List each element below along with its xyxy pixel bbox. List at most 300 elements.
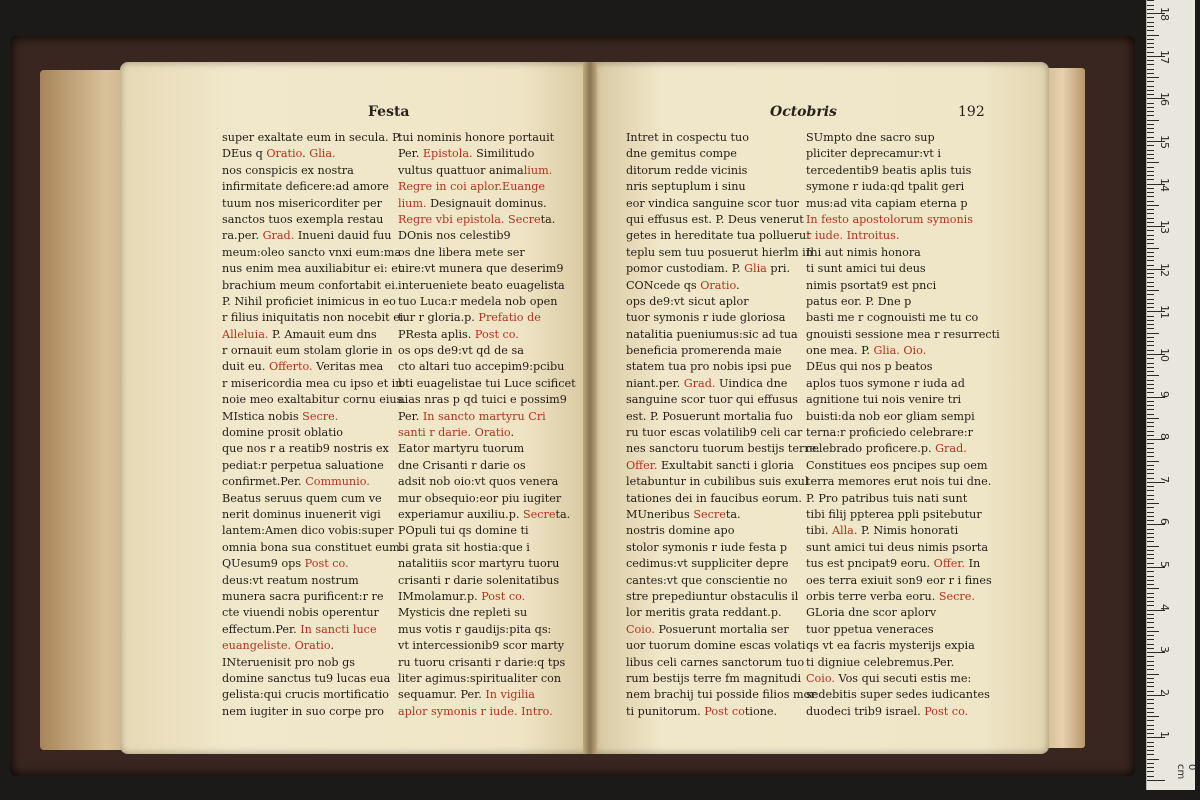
- text-line: buisti:da nob eor gliam sempi: [806, 409, 975, 423]
- text-line: ti digniue celebremus.Per.: [806, 655, 955, 669]
- text-line: tibi. Alla. P. Nimis honorati: [806, 524, 959, 538]
- text-line: aias nras p qd tuici e possim9: [398, 393, 567, 407]
- text-line: terra memores erut nois tui dne.: [806, 475, 992, 489]
- ruler-tick: [1147, 256, 1154, 257]
- ruler-tick: [1147, 175, 1154, 176]
- text-line: symone r iuda:qd tpalit geri: [806, 180, 965, 194]
- text-line: nem iugiter in suo corpe pro: [222, 704, 385, 718]
- ruler-tick: [1147, 520, 1154, 521]
- ruler-tick: [1147, 729, 1154, 730]
- text-line: tus est pncipat9 eoru. Offer. In: [806, 557, 981, 571]
- right-page-column-1: [626, 130, 820, 720]
- ruler-tick: [1147, 776, 1154, 777]
- ruler-tick: [1147, 290, 1159, 291]
- ruler-number: 7: [1158, 475, 1171, 483]
- text-line: sunt amici tui deus nimis psorta: [806, 540, 988, 554]
- text-line: noie meo exaltabitur cornu eius.: [222, 393, 406, 407]
- left-page-column-1: [222, 130, 407, 720]
- ruler-tick: [1147, 648, 1154, 649]
- ruler-unit-label: 0 cm: [1175, 764, 1197, 780]
- text-line: r misericordia mea cu ipso et in: [222, 376, 403, 390]
- ruler-tick: [1147, 363, 1154, 364]
- text-line: nem brachij tui posside filios mor: [626, 688, 816, 702]
- ruler-tick: [1147, 367, 1154, 368]
- ruler-tick: [1147, 593, 1154, 594]
- ruler-number: 14: [1158, 177, 1171, 192]
- ruler-tick: [1147, 47, 1154, 48]
- text-line: terna:r proficiedo celebrare:r: [806, 426, 973, 440]
- text-line: MUneribus Secreta.: [626, 507, 741, 521]
- text-line: pediat:r perpetua saluatione: [222, 458, 384, 472]
- ruler-tick: [1147, 303, 1154, 304]
- text-line: ti sunt amici tui deus: [806, 262, 926, 276]
- ruler-tick: [1147, 69, 1154, 70]
- ruler-tick: [1147, 213, 1154, 214]
- text-line: natalitiis scor martyru tuoru: [398, 557, 560, 571]
- ruler-tick: [1147, 358, 1154, 359]
- ruler-tick: [1147, 107, 1154, 108]
- ruler-tick: [1147, 286, 1154, 287]
- text-line: mus votis r gaudijs:pita qs:: [398, 622, 552, 636]
- text-line: experiamur auxiliu.p. Secreta.: [398, 507, 571, 521]
- text-line: mus:ad vita capiam eterna p: [806, 196, 968, 210]
- ruler-tick: [1147, 529, 1154, 530]
- ruler-number: 4: [1158, 603, 1171, 611]
- text-line: ru tuoru crisanti r darie:q tps: [398, 655, 566, 669]
- ruler-tick: [1147, 754, 1154, 755]
- text-line: POpuli tui qs domine ti: [398, 524, 529, 538]
- ruler-tick: [1147, 345, 1154, 346]
- text-line: DEus qui nos p beatos: [806, 360, 933, 374]
- text-line: DEus q Oratio. Glia.: [222, 147, 336, 161]
- left-page-column-2: [398, 130, 576, 720]
- text-line: lor meritis grata reddant.p.: [626, 606, 782, 620]
- ruler-tick: [1147, 473, 1154, 474]
- ruler-number: 9: [1158, 390, 1171, 398]
- ruler-tick: [1147, 661, 1154, 662]
- ruler-tick: [1147, 720, 1154, 721]
- ruler-tick: [1147, 533, 1154, 534]
- text-line: pliciter deprecamur:vt i: [806, 147, 941, 161]
- text-line: patus eor. P. Dne p: [806, 294, 912, 308]
- ruler-tick: [1147, 9, 1154, 10]
- ruler-tick: [1147, 537, 1154, 538]
- ruler-tick: [1147, 478, 1154, 479]
- text-line: Per. In sancto martyru Cri: [398, 409, 546, 423]
- text-line: sanctos tuos exempla restau: [222, 212, 384, 226]
- text-line: confirmet.Per. Communio.: [222, 475, 370, 489]
- ruler-tick: [1147, 746, 1154, 747]
- ruler-tick: [1147, 486, 1154, 487]
- text-line: celebrado proficere.p. Grad.: [806, 442, 967, 456]
- ruler-tick: [1147, 431, 1154, 432]
- text-line: bi grata sit hostia:que i: [398, 540, 530, 554]
- text-line: stolor symonis r iude festa p: [626, 540, 788, 554]
- text-line: Beatus seruus quem cum ve: [222, 491, 382, 505]
- text-line: Coio. Vos qui secuti estis me:: [806, 671, 972, 685]
- text-line: mur obsequio:eor piu iugiter: [398, 491, 562, 505]
- text-line: eor vindica sanguine scor tuor: [626, 196, 799, 210]
- text-line: Eator martyru tuorum: [398, 442, 525, 456]
- ruler-tick: [1147, 469, 1154, 470]
- ruler-tick: [1147, 94, 1154, 95]
- text-line: qui effusus est. P. Deus venerut: [626, 212, 804, 226]
- ruler-number: 13: [1158, 220, 1171, 235]
- text-line: nos conspicis ex nostra: [222, 163, 354, 177]
- ruler-tick: [1147, 576, 1154, 577]
- ruler-tick: [1147, 124, 1154, 125]
- ruler-tick: [1147, 77, 1159, 78]
- ruler-tick: [1147, 64, 1154, 65]
- text-line: agnitione tui nois venire tri: [806, 393, 962, 407]
- ruler-tick: [1147, 154, 1154, 155]
- ruler-tick: [1147, 162, 1159, 163]
- ruler-tick: [1147, 188, 1154, 189]
- ruler-tick: [1147, 516, 1154, 517]
- ruler-tick: [1147, 103, 1154, 104]
- text-line: omnia bona sua constituet eum.: [222, 540, 404, 554]
- text-line: vt intercessionib9 scor marty: [398, 639, 565, 653]
- ruler-number: 18: [1158, 7, 1171, 22]
- ruler-tick: [1147, 375, 1159, 376]
- text-line: r ornauit eum stolam glorie in: [222, 344, 393, 358]
- ruler-tick: [1147, 205, 1159, 206]
- text-line: duit eu. Offerto. Veritas mea: [222, 360, 384, 374]
- text-line: tuor ppetua veneraces: [806, 622, 934, 636]
- ruler-tick: [1147, 456, 1154, 457]
- ruler-tick: [1147, 563, 1154, 564]
- text-line: dne Crisanti r darie os: [398, 458, 526, 472]
- text-line: QUesum9 ops Post co.: [222, 557, 349, 571]
- text-line: Regre vbi epistola. Secreta.: [398, 212, 556, 226]
- text-line: ditorum redde vicinis: [626, 163, 748, 177]
- ruler-tick: [1147, 333, 1159, 334]
- ruler-tick: [1147, 316, 1154, 317]
- ruler-tick: [1147, 512, 1154, 513]
- ruler-tick: [1147, 307, 1154, 308]
- right-page-column-2: [806, 130, 1000, 720]
- text-line: sedebitis super sedes iudicantes: [806, 688, 990, 702]
- text-line: os dne libera mete ser: [398, 245, 525, 259]
- ruler-tick: [1147, 22, 1154, 23]
- text-line: Coio. Posuerunt mortalia ser: [626, 622, 789, 636]
- ruler-tick: [1147, 546, 1159, 547]
- text-line: euangeliste. Oratio.: [222, 639, 334, 653]
- text-line: aplor symonis r iude. Intro.: [398, 704, 553, 718]
- text-line: Regre in coi aplor.Euange: [398, 180, 546, 194]
- ruler-number: 8: [1158, 433, 1171, 441]
- ruler-tick: [1147, 682, 1154, 683]
- text-line: uire:vt munera que deserim9: [398, 262, 564, 276]
- ruler-tick: [1147, 503, 1159, 504]
- ruler-tick: [1147, 243, 1154, 244]
- text-line: tuor symonis r iude gloriosa: [626, 311, 786, 325]
- text-line: cantes:vt que conscientie no: [626, 573, 788, 587]
- ruler-tick: [1147, 605, 1154, 606]
- text-line: Offer. Exultabit sancti i gloria: [626, 458, 794, 472]
- ruler-tick: [1147, 341, 1154, 342]
- ruler-tick: [1147, 320, 1154, 321]
- ruler-tick: [1147, 725, 1154, 726]
- ruler-tick: [1147, 597, 1154, 598]
- ruler-tick: [1147, 265, 1154, 266]
- ruler-tick: [1147, 461, 1159, 462]
- text-line: pomor custodiam. P. Glia pri.: [626, 262, 791, 276]
- text-line: deus:vt reatum nostrum: [222, 573, 359, 587]
- text-line: nerit dominus inuenerit vigi: [222, 507, 381, 521]
- text-line: letabuntur in cubilibus suis exul: [626, 475, 809, 489]
- ruler-tick: [1147, 601, 1154, 602]
- ruler-tick: [1147, 414, 1154, 415]
- ruler-tick: [1147, 115, 1154, 116]
- ruler-tick: [1147, 708, 1154, 709]
- ruler-tick: [1147, 507, 1154, 508]
- ruler-tick: [1147, 192, 1154, 193]
- text-line: P. Pro patribus tuis nati sunt: [806, 491, 968, 505]
- text-line: aplos tuos symone r iuda ad: [806, 376, 965, 390]
- ruler-tick: [1147, 691, 1154, 692]
- ruler-tick: [1147, 495, 1154, 496]
- ruler-tick: [1147, 145, 1154, 146]
- text-line: tibi filij ppterea ppli psitebutur: [806, 507, 982, 521]
- ruler-tick: [1147, 201, 1154, 202]
- text-line: gelista:qui crucis mortificatio: [222, 688, 390, 702]
- ruler-tick: [1147, 639, 1154, 640]
- text-line: rum bestijs terre fm magnitudi: [626, 671, 802, 685]
- ruler-tick: [1147, 17, 1154, 18]
- ruler-tick: [1147, 443, 1154, 444]
- ruler-tick: [1147, 656, 1154, 657]
- ruler-tick: [1147, 132, 1154, 133]
- text-line: nes sanctoru tuorum bestijs terre.: [626, 442, 820, 456]
- ruler-tick: [1147, 60, 1154, 61]
- measuring-ruler: [1146, 0, 1195, 790]
- text-line: libus celi carnes sanctorum tuo: [626, 655, 805, 669]
- text-line: r iude. Introitus.: [806, 229, 900, 243]
- text-line: r filius iniquitatis non nocebit ei.: [222, 311, 407, 325]
- ruler-tick: [1147, 73, 1154, 74]
- ruler-number: 10: [1158, 348, 1171, 362]
- text-line: qs vt ea facris mysterijs expia: [806, 639, 975, 653]
- text-line: ti punitorum. Post cotione.: [626, 704, 778, 718]
- ruler-tick: [1147, 328, 1154, 329]
- text-line: brachium meum confortabit ei.: [222, 278, 399, 292]
- ruler-number: 11: [1158, 305, 1171, 320]
- text-line: Ihi aut nimis honora: [806, 245, 921, 259]
- ruler-number: 16: [1158, 92, 1171, 107]
- ruler-tick: [1147, 239, 1154, 240]
- ruler-tick: [1147, 384, 1154, 385]
- ruler-tick: [1147, 627, 1154, 628]
- ruler-number: 17: [1158, 49, 1171, 64]
- ruler-tick: [1147, 277, 1154, 278]
- text-line: one mea. P. Glia. Oio.: [806, 344, 927, 358]
- text-line: lantem:Amen dico vobis:super: [222, 524, 394, 538]
- ruler-tick: [1147, 558, 1154, 559]
- text-line: domine sanctus tu9 lucas eua: [222, 671, 391, 685]
- ruler-tick: [1147, 209, 1154, 210]
- text-line: teplu sem tuu posuerut hierlm in: [626, 245, 813, 259]
- ruler-number: 5: [1158, 561, 1171, 568]
- ruler-tick: [1147, 273, 1154, 274]
- text-line: In festo apostolorum symonis: [806, 212, 973, 226]
- ruler-tick: [1147, 86, 1154, 87]
- ruler-tick: [1147, 763, 1154, 764]
- text-line: lium. Designauit dominus.: [398, 196, 547, 210]
- ruler-tick: [1147, 380, 1154, 381]
- ruler-tick: [1147, 759, 1159, 760]
- ruler-tick: [1147, 299, 1154, 300]
- text-line: INteruenisit pro nob gs: [222, 655, 356, 669]
- ruler-tick: [1147, 426, 1154, 427]
- ruler-tick: [1147, 490, 1154, 491]
- text-line: nris septuplum i sinu: [626, 180, 746, 194]
- ruler-tick: [1147, 120, 1159, 121]
- text-line: munera sacra purificent:r re: [222, 589, 384, 603]
- ruler-tick: [1147, 392, 1154, 393]
- text-line: liter agimus:spiritualiter con: [398, 671, 562, 685]
- ruler-tick: [1147, 26, 1154, 27]
- text-line: que nos r a reatib9 nostris ex: [222, 442, 389, 456]
- ruler-tick: [1147, 780, 1165, 781]
- ruler-tick: [1147, 422, 1154, 423]
- text-line: adsit nob oio:vt quos venera: [398, 475, 559, 489]
- text-line: IMmolamur.p. Post co.: [398, 589, 526, 603]
- ruler-tick: [1147, 771, 1154, 772]
- ruler-tick: [1147, 90, 1154, 91]
- ruler-tick: [1147, 35, 1159, 36]
- ruler-tick: [1147, 52, 1154, 53]
- text-line: vultus quattuor animalium.: [398, 163, 553, 177]
- ruler-tick: [1147, 631, 1159, 632]
- ruler-tick: [1147, 699, 1154, 700]
- text-line: statem tua pro nobis ipsi pue: [626, 360, 792, 374]
- ruler-tick: [1147, 218, 1154, 219]
- ruler-tick: [1147, 409, 1154, 410]
- text-line: domine prosit oblatio: [222, 426, 344, 440]
- text-line: beneficia promerenda maie: [626, 344, 782, 358]
- text-line: tuum nos misericorditer per: [222, 196, 383, 210]
- text-line: nus enim mea auxiliabitur ei: et: [222, 262, 403, 276]
- text-line: Mysticis dne repleti su: [398, 606, 528, 620]
- ruler-tick: [1147, 179, 1154, 180]
- text-line: crisanti r darie solenitatibus: [398, 573, 560, 587]
- ruler-tick: [1147, 499, 1154, 500]
- text-line: bti euagelistae tui Luce scificet: [398, 376, 576, 390]
- ruler-tick: [1147, 30, 1154, 31]
- ruler-tick: [1147, 580, 1154, 581]
- text-line: ops de9:vt sicut aplor: [626, 294, 749, 308]
- text-line: basti me r cognouisti me tu co: [806, 311, 979, 325]
- ruler-tick: [1147, 222, 1154, 223]
- ruler-tick: [1147, 405, 1154, 406]
- ruler-tick: [1147, 235, 1154, 236]
- ruler-tick: [1147, 588, 1159, 589]
- text-line: infirmitate deficere:ad amore: [222, 180, 389, 194]
- ruler-tick: [1147, 635, 1154, 636]
- text-line: nostris domine apo: [626, 524, 735, 538]
- text-line: uor tuorum domine escas volati: [626, 639, 806, 653]
- text-line: PResta aplis. Post co.: [398, 327, 519, 341]
- ruler-tick: [1147, 158, 1154, 159]
- ruler-tick: [1147, 644, 1154, 645]
- text-line: getes in hereditate tua polluerut: [626, 229, 811, 243]
- ruler-tick: [1147, 39, 1154, 40]
- book-gutter: [583, 62, 597, 754]
- text-line: tationes dei in faucibus eorum.: [626, 491, 802, 505]
- text-line: santi r darie. Oratio.: [398, 426, 515, 440]
- ruler-tick: [1147, 128, 1154, 129]
- text-line: tuo Luca:r medela nob open: [398, 294, 558, 308]
- text-line: ra.per. Grad. Inueni dauid fuu: [222, 229, 392, 243]
- ruler-number: 6: [1158, 518, 1171, 526]
- ruler-tick: [1147, 448, 1154, 449]
- text-line: P. Nihil proficiet inimicus in eo: [222, 294, 396, 308]
- ruler-number: 1: [1158, 731, 1171, 739]
- ruler-tick: [1147, 678, 1154, 679]
- text-line: GLoria dne scor aplorv: [806, 606, 937, 620]
- text-line: orbis terre verba eoru. Secre.: [806, 589, 975, 603]
- ruler-tick: [1147, 554, 1154, 555]
- ruler-tick: [1147, 248, 1159, 249]
- right-running-head: Octobris: [770, 104, 837, 120]
- ruler-tick: [1147, 712, 1154, 713]
- text-line: natalitia pueniumus:sic ad tua: [626, 327, 798, 341]
- left-running-head: Festa: [368, 104, 410, 120]
- text-line: cte viuendi nobis operentur: [222, 606, 379, 620]
- text-line: tur r gloria.p. Prefatio de: [398, 311, 541, 325]
- text-line: super exaltate eum in secula. P.: [222, 131, 401, 144]
- ruler-tick: [1147, 294, 1154, 295]
- ruler-tick: [1147, 81, 1154, 82]
- text-line: duodeci trib9 israel. Post co.: [806, 704, 969, 718]
- text-line: ru tuor escas volatilib9 celi car: [626, 426, 803, 440]
- ruler-tick: [1147, 401, 1154, 402]
- ruler-tick: [1147, 0, 1154, 1]
- ruler-tick: [1147, 669, 1154, 670]
- text-line: SUmpto dne sacro sup: [806, 131, 935, 144]
- ruler-tick: [1147, 5, 1154, 6]
- text-line: Intret in cospectu tuo: [626, 131, 749, 144]
- text-line: est. P. Posuerunt mortalia fuo: [626, 409, 793, 423]
- folio-number: 192: [958, 104, 985, 120]
- text-line: niant.per. Grad. Uindica dne: [626, 376, 788, 390]
- ruler-number: 12: [1158, 262, 1171, 277]
- ruler-tick: [1147, 742, 1154, 743]
- text-line: tercedentib9 beatis aplis tuis: [806, 163, 972, 177]
- text-line: dne gemitus compe: [626, 147, 737, 161]
- ruler-tick: [1147, 541, 1154, 542]
- ruler-tick: [1147, 111, 1154, 112]
- ruler-tick: [1147, 337, 1154, 338]
- text-line: sanguine scor tuor qui effusus: [626, 393, 798, 407]
- text-line: sequamur. Per. In vigilia: [398, 688, 535, 702]
- text-line: nimis psortat9 est pnci: [806, 278, 937, 292]
- ruler-tick: [1147, 674, 1159, 675]
- ruler-tick: [1147, 230, 1154, 231]
- ruler-tick: [1147, 750, 1154, 751]
- ruler-tick: [1147, 260, 1154, 261]
- ruler-tick: [1147, 388, 1154, 389]
- ruler-tick: [1147, 435, 1154, 436]
- text-line: oes terra exiuit son9 eor r i fines: [806, 573, 992, 587]
- ruler-tick: [1147, 618, 1154, 619]
- ruler-tick: [1147, 665, 1154, 666]
- ruler-number: 15: [1158, 135, 1171, 149]
- ruler-number: 3: [1158, 646, 1171, 654]
- text-line: os ops de9:vt qd de sa: [398, 344, 524, 358]
- ruler-tick: [1147, 324, 1154, 325]
